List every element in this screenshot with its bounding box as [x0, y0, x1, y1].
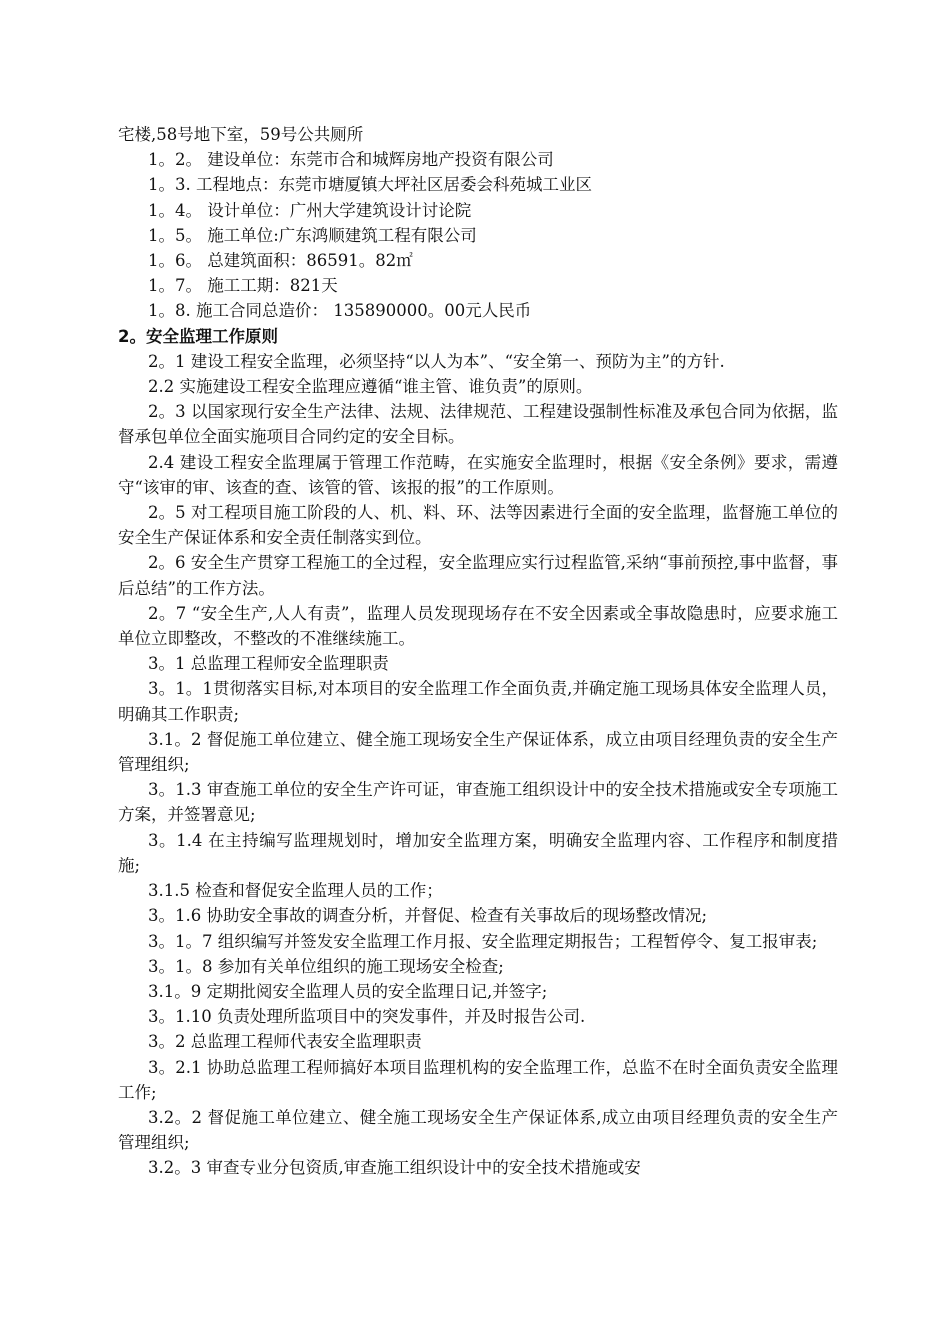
paragraph-3-1-8: 3。1。8 参加有关单位组织的施工现场安全检查; [148, 956, 504, 976]
paragraph-3-2-3: 3.2。3 审查专业分包资质,审查施工组织设计中的安全技术措施或安 [148, 1158, 641, 1178]
paragraph-3-1-7: 3。1。7 组织编写并签发安全监理工作月报、安全监理定期报告；工程暂停令、复工报审表; [148, 931, 818, 951]
paragraph-2-2: 2.2 实施建设工程安全监理应遵循“谁主管、谁负责”的原则。 [148, 377, 593, 397]
subheading-3-1: 3。1 总监理工程师安全监理职责 [148, 654, 389, 674]
item-1-2: 1。2。 建设单位：东莞市合和城辉房地产投资有限公司 [148, 150, 554, 170]
paragraph-2-1: 2。1 建设工程安全监理，必须坚持“以人为本”、“安全第一、预防为主”的方针. [148, 351, 725, 371]
paragraph-3-1-1: 3。1。1贯彻落实目标,对本项目的安全监理工作全面负责,并确定施工现场具体安全监理人员，明确其工作职责; [118, 679, 838, 724]
item-1-8: 1。8. 施工合同总造价： 135890000。00元人民币 [148, 301, 532, 321]
section-heading-2: 2。安全监理工作原则 [118, 326, 278, 346]
paragraph-3-1-2: 3.1。2 督促施工单位建立、健全施工现场安全生产保证体系，成立由项目经理负责的安全生产管理组织; [118, 729, 838, 775]
paragraph-3-1-10: 3。1.10 负责处理所监项目中的突发事件，并及时报告公司. [148, 1007, 586, 1027]
paragraph-3-2-1: 3。2.1 协助总监理工程师搞好本项目监理机构的安全监理工作，总监不在时全面负责安全监理工作; [118, 1057, 838, 1102]
item-1-4: 1。4。 设计单位：广州大学建筑设计讨论院 [148, 200, 472, 220]
item-1-3: 1。3. 工程地点：东莞市塘厦镇大坪社区居委会科苑城工业区 [148, 175, 592, 195]
paragraph-3-1-3: 3。1.3 审查施工单位的安全生产许可证，审查施工组织设计中的安全技术措施或安全专项施工方案，并签署意见; [118, 780, 838, 825]
paragraph-2-7: 2。7 “安全生产,人人有责”，监理人员发现现场存在不安全因素或全事故隐患时，应要求施工单位立即整改，不整改的不准继续施工。 [118, 603, 838, 649]
paragraph-3-1-5: 3.1.5 检查和督促安全监理人员的工作； [148, 881, 443, 901]
subheading-3-2: 3。2 总监理工程师代表安全监理职责 [148, 1032, 422, 1052]
paragraph-3-1-9: 3.1。9 定期批阅安全监理人员的安全监理日记,并签字; [148, 981, 548, 1001]
paragraph-3-2-2: 3.2。2 督促施工单位建立、健全施工现场安全生产保证体系,成立由项目经理负责的安全生产管理组织; [118, 1107, 838, 1153]
item-1-5: 1。5。 施工单位:广东鸿顺建筑工程有限公司 [148, 225, 477, 245]
paragraph-3-1-6: 3。1.6 协助安全事故的调查分析，并督促、检查有关事故后的现场整改情况; [148, 906, 708, 926]
paragraph-3-1-4: 3。1.4 在主持编写监理规划时，增加安全监理方案，明确安全监理内容、工作程序和制度措施; [118, 830, 838, 875]
continued-line: 宅楼,58号地下室，59号公共厕所 [118, 125, 364, 144]
item-1-7: 1。7。 施工工期：821天 [148, 276, 338, 296]
paragraph-2-4: 2.4 建设工程安全监理属于管理工作范畴，在实施安全监理时，根据《安全条例》要求，需遵守“该审的审、该查的查、该管的管、该报的报”的工作原则。 [118, 452, 838, 497]
document-page [118, 122, 838, 1181]
paragraph-2-5: 2。5 对工程项目施工阶段的人、机、料、环、法等因素进行全面的安全监理，监督施工单位的安全生产保证体系和安全责任制落实到位。 [118, 503, 838, 548]
item-1-6: 1。6。 总建筑面积：86591。82㎡ [148, 251, 413, 271]
paragraph-2-3: 2。3 以国家现行安全生产法律、法规、法律规范、工程建设强制性标准及承包合同为依据，监督承包单位全面实施项目合同约定的安全目标。 [118, 402, 838, 447]
paragraph-2-6: 2。6 安全生产贯穿工程施工的全过程，安全监理应实行过程监管,采纳“事前预控,事中监督，事后总结”的工作方法。 [118, 553, 838, 598]
